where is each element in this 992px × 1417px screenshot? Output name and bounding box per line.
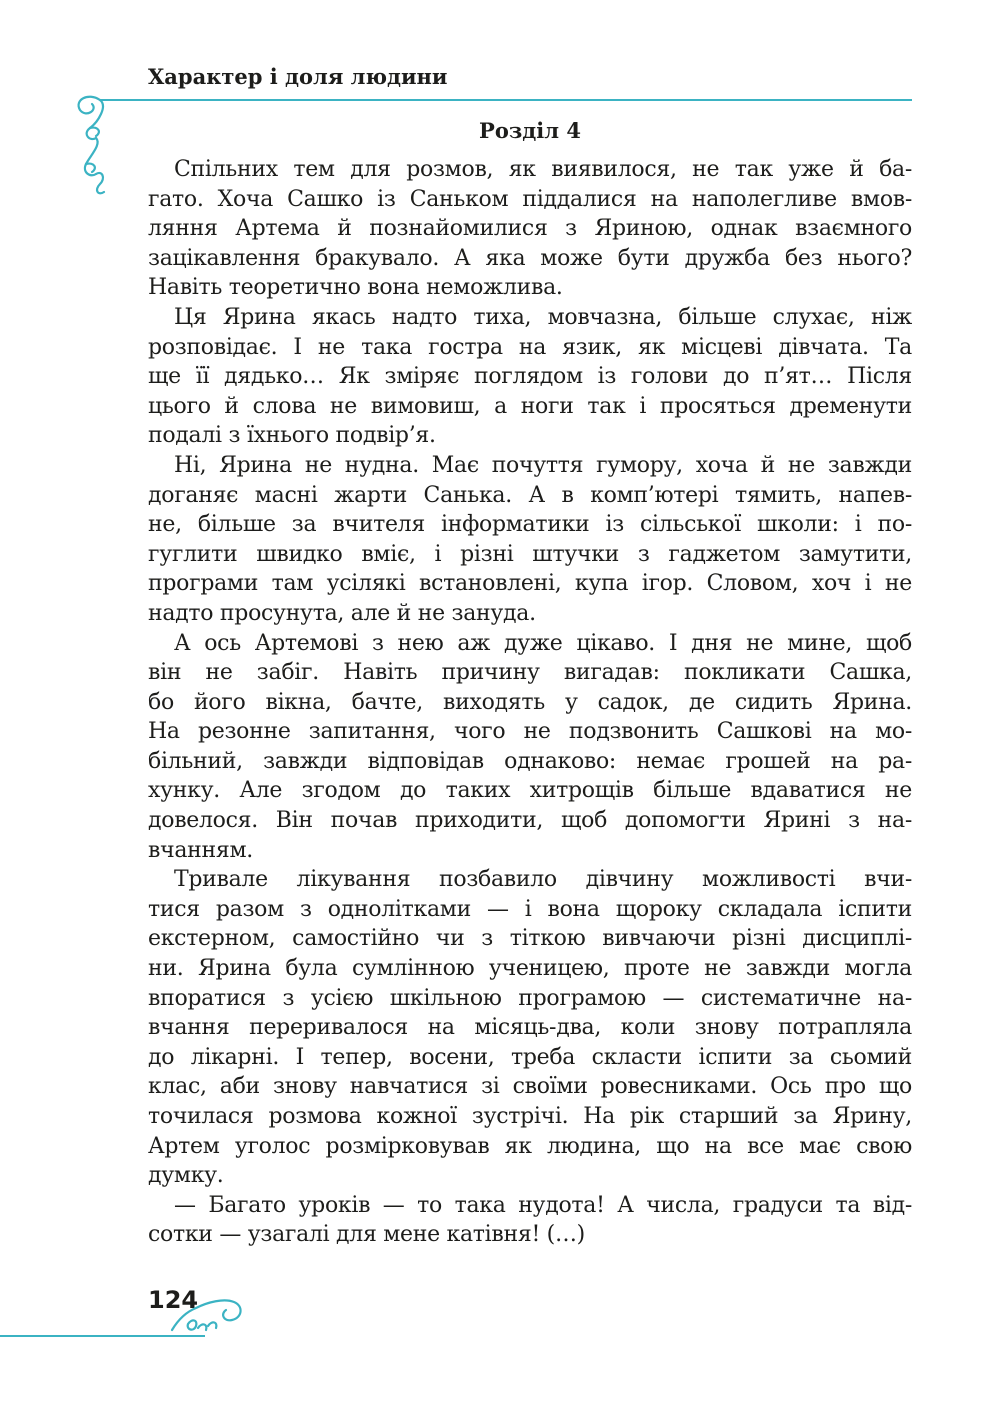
body-text: [148, 155, 912, 1250]
text-line: програми там усілякі встановлені, купа ігор. Словом, хоч і не: [148, 571, 912, 597]
text-line: розповідає. І не така гостра на язик, як місцеві дівчата. Та: [148, 334, 912, 360]
text-line: подалі з їхнього подвір’я.: [148, 423, 436, 449]
text-line: зацікавлення бракувало. А яка може бути дружба без нього?: [148, 245, 912, 271]
text-line: Тривале лікування позбавило дівчину можливості вчи-: [174, 867, 912, 893]
swirl-ornament-icon: [168, 1290, 248, 1338]
text-line: сотки — узагалі для мене катівня! (…): [148, 1222, 585, 1248]
text-line: хунку. Але згодом до таких хитрощів більше вдаватися не: [148, 778, 912, 804]
text-line: клас, аби знову навчатися зі своїми ровесниками. Ось про що: [148, 1074, 912, 1100]
text-line: довелося. Він почав приходити, щоб допомогти Ярині з на-: [148, 808, 912, 834]
text-line: доганяє масні жарти Санька. А в комп’ютері тямить, напев-: [148, 482, 912, 508]
text-line: точилася розмова кожної зустрічі. На рік старший за Ярину,: [148, 1104, 912, 1129]
text-line: думку.: [148, 1163, 224, 1189]
text-line: На резонне запитання, чого не подзвонить Сашкові на мо-: [148, 719, 912, 745]
chapter-title: Характер і доля людини: [148, 64, 448, 89]
text-line: не, більше за вчителя інформатики із сільської школи: і по-: [148, 512, 912, 538]
text-line: ни. Ярина була сумлінною ученицею, проте не завжди могла: [148, 956, 912, 982]
text-line: більний, завжди відповідав однаково: немає грошей на ра-: [148, 748, 912, 774]
text-line: гуглити швидко вміє, і різні штучки з гаджетом замутити,: [148, 541, 912, 567]
text-line: екстерном, самостійно чи з тіткою вивчаючи різні дисциплі-: [148, 926, 912, 952]
page-number: 124: [148, 1286, 199, 1314]
text-line: Ні, Ярина не нудна. Має почуття гумору, хоча й не завжди: [174, 452, 912, 478]
text-line: ляння Артема й познайомилися з Яриною, однак взаємного: [148, 216, 912, 242]
text-line: цього й слова не вимовиш, а ноги так і просяться дременути: [148, 393, 912, 419]
text-line: впоратися з усією шкільною програмою — систематичне на-: [148, 985, 912, 1011]
text-line: він не забіг. Навіть причину вигадав: покликати Сашка,: [148, 660, 912, 686]
text-line: бо його вікна, бачте, виходять у садок, де сидить Ярина.: [148, 689, 912, 715]
text-line: надто просунута, але й не зануда.: [148, 600, 536, 626]
text-line: Навіть теоретично вона неможлива.: [148, 275, 563, 301]
text-line: Спільних тем для розмов, як виявилося, не так уже й ба-: [174, 157, 912, 182]
text-line: вчання переривалося на місяць-два, коли знову потрапляла: [148, 1015, 912, 1041]
section-title: Розділ 4: [479, 118, 581, 143]
text-line: Артем уголос розмірковував як людина, що на все має свою: [148, 1133, 912, 1159]
text-line: до лікарні. І тепер, восени, треба скласти іспити за сьомий: [148, 1044, 912, 1070]
text-line: тися разом з однолітками — і вона щороку складала іспити: [148, 896, 912, 922]
swirl-ornament-icon: [68, 92, 118, 202]
text-line: Ця Ярина якась надто тиха, мовчазна, більше слухає, ніж: [174, 304, 912, 330]
header-rule: [100, 99, 912, 101]
text-line: ще її дядько… Як зміряє поглядом із голови до п’ят… Після: [148, 364, 912, 390]
text-line: А ось Артемові з нею аж дуже цікаво. І дня не мине, щоб: [174, 630, 912, 656]
text-line: вчанням.: [148, 837, 253, 863]
text-line: — Багато уроків — то така нудота! А числа, градуси та від-: [174, 1192, 912, 1218]
text-line: гато. Хоча Сашко із Саньком піддалися на наполегливе вмов-: [148, 186, 912, 212]
